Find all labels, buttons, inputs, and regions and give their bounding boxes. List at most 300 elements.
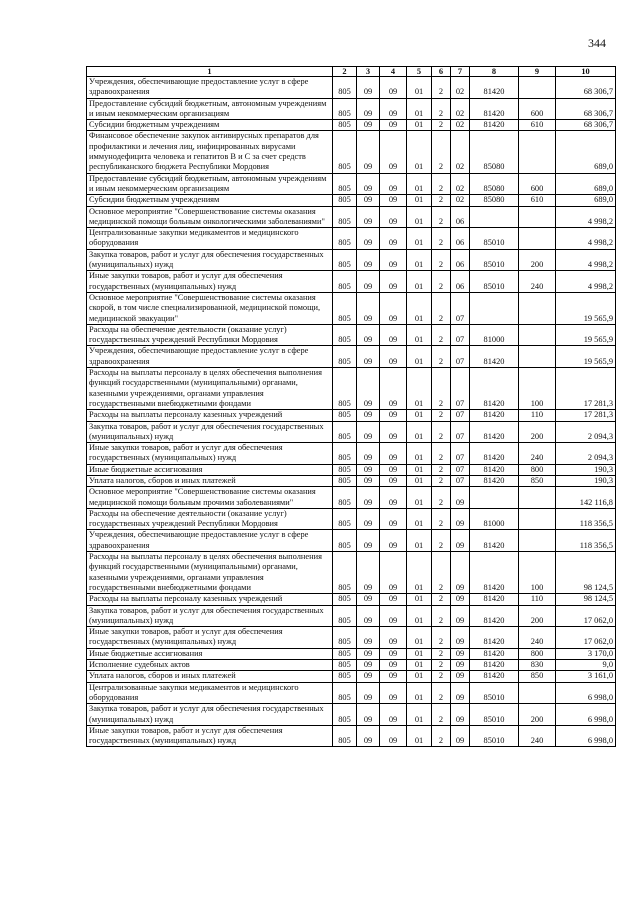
admin-code-cell: 805 (333, 173, 357, 195)
row-name-cell: Закупка товаров, работ и услуг для обеспечения государственных (муниципальных) нужд (87, 249, 333, 271)
amount-cell: 3 161,0 (556, 671, 616, 682)
target-code-cell (470, 206, 519, 228)
section-code-cell: 09 (357, 271, 380, 293)
subprogram-code-cell: 2 (432, 77, 451, 99)
admin-code-cell: 805 (333, 98, 357, 120)
table-row (87, 682, 616, 704)
expense-type-cell: 240 (519, 725, 556, 747)
section-code-cell: 09 (357, 671, 380, 682)
activity-code-cell: 02 (451, 98, 470, 120)
target-code-cell: 81420 (470, 475, 519, 486)
row-name-cell: Уплата налогов, сборов и иных платежей (87, 475, 333, 486)
target-code-cell: 81420 (470, 530, 519, 552)
program-code-cell: 01 (407, 131, 432, 173)
program-code-cell: 01 (407, 682, 432, 704)
activity-code-cell: 09 (451, 682, 470, 704)
subprogram-code-cell: 2 (432, 530, 451, 552)
target-code-cell: 85010 (470, 704, 519, 726)
program-code-cell: 01 (407, 648, 432, 659)
amount-cell: 17 062,0 (556, 627, 616, 649)
target-code-cell: 81420 (470, 410, 519, 421)
activity-code-cell: 09 (451, 627, 470, 649)
activity-code-cell: 07 (451, 421, 470, 443)
expense-type-cell: 800 (519, 648, 556, 659)
table-row (87, 346, 616, 368)
page-number: 344 (588, 36, 606, 50)
section-code-cell: 09 (357, 324, 380, 346)
target-code-cell: 81000 (470, 324, 519, 346)
section-code-cell: 09 (357, 98, 380, 120)
row-name-cell: Иные закупки товаров, работ и услуг для обеспечения государственных (муниципальных) нужд (87, 271, 333, 293)
admin-code-cell: 805 (333, 508, 357, 530)
activity-code-cell: 07 (451, 464, 470, 475)
target-code-cell: 85080 (470, 195, 519, 206)
budget-table (86, 66, 616, 747)
activity-code-cell: 07 (451, 475, 470, 486)
admin-code-cell: 805 (333, 131, 357, 173)
target-code-cell: 81420 (470, 464, 519, 475)
admin-code-cell: 805 (333, 346, 357, 368)
program-code-cell: 01 (407, 271, 432, 293)
program-code-cell: 01 (407, 368, 432, 410)
section-code-cell: 09 (357, 421, 380, 443)
target-code-cell: 81000 (470, 508, 519, 530)
expense-type-cell: 240 (519, 627, 556, 649)
header-row (87, 67, 616, 77)
expense-type-cell: 850 (519, 671, 556, 682)
subprogram-code-cell: 2 (432, 421, 451, 443)
subprogram-code-cell: 2 (432, 671, 451, 682)
column-header: 9 (519, 67, 556, 77)
subprogram-code-cell: 2 (432, 228, 451, 250)
section-code-cell: 09 (357, 660, 380, 671)
expense-type-cell (519, 487, 556, 509)
table-row (87, 131, 616, 173)
admin-code-cell: 805 (333, 605, 357, 627)
program-code-cell: 01 (407, 206, 432, 228)
row-name-cell: Основное мероприятие "Совершенствование системы оказания медицинской помощи больным онкологическими заболеваниями" (87, 206, 333, 228)
row-name-cell: Иные бюджетные ассигнования (87, 464, 333, 475)
program-code-cell: 01 (407, 475, 432, 486)
amount-cell: 6 998,0 (556, 725, 616, 747)
expense-type-cell (519, 228, 556, 250)
program-code-cell: 01 (407, 346, 432, 368)
subprogram-code-cell: 2 (432, 475, 451, 486)
section-code-cell: 09 (357, 725, 380, 747)
subprogram-code-cell: 2 (432, 346, 451, 368)
admin-code-cell: 805 (333, 682, 357, 704)
subsection-code-cell: 09 (380, 131, 407, 173)
subprogram-code-cell: 2 (432, 410, 451, 421)
table-row (87, 77, 616, 99)
subprogram-code-cell: 2 (432, 552, 451, 594)
expense-type-cell (519, 508, 556, 530)
row-name-cell: Расходы на обеспечение деятельности (оказание услуг) государственных учреждений Республики Мордовия (87, 324, 333, 346)
subprogram-code-cell: 2 (432, 464, 451, 475)
subprogram-code-cell: 2 (432, 249, 451, 271)
expense-type-cell (519, 131, 556, 173)
admin-code-cell: 805 (333, 671, 357, 682)
section-code-cell: 09 (357, 475, 380, 486)
expense-type-cell: 200 (519, 249, 556, 271)
target-code-cell: 81420 (470, 120, 519, 131)
amount-cell: 689,0 (556, 173, 616, 195)
table-row (87, 324, 616, 346)
subprogram-code-cell: 2 (432, 195, 451, 206)
amount-cell: 19 565,9 (556, 292, 616, 324)
row-name-cell: Учреждения, обеспечивающие предоставление услуг в сфере здравоохранения (87, 77, 333, 99)
subprogram-code-cell: 2 (432, 173, 451, 195)
table-row (87, 443, 616, 465)
section-code-cell: 09 (357, 605, 380, 627)
table-row (87, 487, 616, 509)
table-row (87, 195, 616, 206)
target-code-cell: 81420 (470, 660, 519, 671)
row-name-cell: Расходы на выплаты персоналу казенных учреждений (87, 594, 333, 605)
table-row (87, 704, 616, 726)
subprogram-code-cell: 2 (432, 487, 451, 509)
admin-code-cell: 805 (333, 228, 357, 250)
amount-cell: 4 998,2 (556, 206, 616, 228)
target-code-cell: 81420 (470, 605, 519, 627)
subprogram-code-cell: 2 (432, 605, 451, 627)
activity-code-cell: 07 (451, 368, 470, 410)
expense-type-cell: 610 (519, 195, 556, 206)
activity-code-cell: 02 (451, 195, 470, 206)
target-code-cell (470, 292, 519, 324)
admin-code-cell: 805 (333, 77, 357, 99)
admin-code-cell: 805 (333, 464, 357, 475)
subsection-code-cell: 09 (380, 671, 407, 682)
amount-cell: 118 356,5 (556, 508, 616, 530)
subsection-code-cell: 09 (380, 487, 407, 509)
target-code-cell: 81420 (470, 443, 519, 465)
target-code-cell: 85010 (470, 682, 519, 704)
table-row (87, 206, 616, 228)
subprogram-code-cell: 2 (432, 131, 451, 173)
subsection-code-cell: 09 (380, 648, 407, 659)
table-row (87, 508, 616, 530)
amount-cell: 2 094,3 (556, 443, 616, 465)
subprogram-code-cell: 2 (432, 508, 451, 530)
activity-code-cell: 06 (451, 206, 470, 228)
section-code-cell: 09 (357, 464, 380, 475)
expense-type-cell: 600 (519, 98, 556, 120)
subprogram-code-cell: 2 (432, 120, 451, 131)
subprogram-code-cell: 2 (432, 627, 451, 649)
activity-code-cell: 02 (451, 77, 470, 99)
program-code-cell: 01 (407, 324, 432, 346)
section-code-cell: 09 (357, 292, 380, 324)
target-code-cell: 81420 (470, 77, 519, 99)
amount-cell: 689,0 (556, 131, 616, 173)
activity-code-cell: 09 (451, 530, 470, 552)
subsection-code-cell: 09 (380, 530, 407, 552)
target-code-cell: 85080 (470, 173, 519, 195)
table-row (87, 120, 616, 131)
column-header: 10 (556, 67, 616, 77)
section-code-cell: 09 (357, 131, 380, 173)
expense-type-cell: 200 (519, 704, 556, 726)
row-name-cell: Финансовое обеспечение закупок антивирусных препаратов для профилактики и лечения лиц, инфицированных вирусами иммунодефицита человека и гепатитов В и С за счет средств республиканского бюджета Республики Мордовия (87, 131, 333, 173)
program-code-cell: 01 (407, 487, 432, 509)
amount-cell: 98 124,5 (556, 552, 616, 594)
activity-code-cell: 02 (451, 120, 470, 131)
column-header: 3 (357, 67, 380, 77)
target-code-cell: 81420 (470, 421, 519, 443)
admin-code-cell: 805 (333, 475, 357, 486)
admin-code-cell: 805 (333, 552, 357, 594)
amount-cell: 118 356,5 (556, 530, 616, 552)
expense-type-cell: 200 (519, 605, 556, 627)
subsection-code-cell: 09 (380, 725, 407, 747)
subsection-code-cell: 09 (380, 704, 407, 726)
expense-type-cell: 200 (519, 421, 556, 443)
expense-type-cell (519, 77, 556, 99)
subsection-code-cell: 09 (380, 594, 407, 605)
section-code-cell: 09 (357, 648, 380, 659)
activity-code-cell: 09 (451, 487, 470, 509)
program-code-cell: 01 (407, 530, 432, 552)
expense-type-cell: 100 (519, 552, 556, 594)
activity-code-cell: 07 (451, 292, 470, 324)
row-name-cell: Иные бюджетные ассигнования (87, 648, 333, 659)
target-code-cell: 85010 (470, 249, 519, 271)
row-name-cell: Уплата налогов, сборов и иных платежей (87, 671, 333, 682)
program-code-cell: 01 (407, 249, 432, 271)
table-row (87, 98, 616, 120)
row-name-cell: Закупка товаров, работ и услуг для обеспечения государственных (муниципальных) нужд (87, 605, 333, 627)
admin-code-cell: 805 (333, 249, 357, 271)
amount-cell: 17 062,0 (556, 605, 616, 627)
subsection-code-cell: 09 (380, 464, 407, 475)
target-code-cell (470, 487, 519, 509)
row-name-cell: Расходы на выплаты персоналу в целях обеспечения выполнения функций государственными (муниципальными) органами, казенными учреждениями, органами управления государственными внебюджетными фондами (87, 368, 333, 410)
subsection-code-cell: 09 (380, 682, 407, 704)
program-code-cell: 01 (407, 725, 432, 747)
activity-code-cell: 09 (451, 648, 470, 659)
section-code-cell: 09 (357, 508, 380, 530)
section-code-cell: 09 (357, 704, 380, 726)
table-row (87, 173, 616, 195)
amount-cell: 68 306,7 (556, 120, 616, 131)
table-row (87, 725, 616, 747)
amount-cell: 4 998,2 (556, 271, 616, 293)
activity-code-cell: 09 (451, 605, 470, 627)
program-code-cell: 01 (407, 627, 432, 649)
subsection-code-cell: 09 (380, 605, 407, 627)
expense-type-cell: 240 (519, 443, 556, 465)
table-row (87, 660, 616, 671)
table-row (87, 552, 616, 594)
subprogram-code-cell: 2 (432, 704, 451, 726)
table-row (87, 605, 616, 627)
activity-code-cell: 02 (451, 173, 470, 195)
program-code-cell: 01 (407, 552, 432, 594)
table-row (87, 228, 616, 250)
subsection-code-cell: 09 (380, 627, 407, 649)
row-name-cell: Учреждения, обеспечивающие предоставление услуг в сфере здравоохранения (87, 346, 333, 368)
table-row (87, 271, 616, 293)
section-code-cell: 09 (357, 682, 380, 704)
subprogram-code-cell: 2 (432, 682, 451, 704)
section-code-cell: 09 (357, 120, 380, 131)
section-code-cell: 09 (357, 228, 380, 250)
section-code-cell: 09 (357, 530, 380, 552)
subsection-code-cell: 09 (380, 443, 407, 465)
activity-code-cell: 09 (451, 704, 470, 726)
target-code-cell: 85080 (470, 131, 519, 173)
section-code-cell: 09 (357, 410, 380, 421)
expense-type-cell (519, 206, 556, 228)
subsection-code-cell: 09 (380, 271, 407, 293)
activity-code-cell: 07 (451, 443, 470, 465)
subprogram-code-cell: 2 (432, 271, 451, 293)
expense-type-cell (519, 292, 556, 324)
column-header: 4 (380, 67, 407, 77)
subprogram-code-cell: 2 (432, 648, 451, 659)
row-name-cell: Основное мероприятие "Совершенствование системы оказания скорой, в том числе специализированной, медицинской помощи, медицинской эвакуации" (87, 292, 333, 324)
target-code-cell: 81420 (470, 671, 519, 682)
column-header: 5 (407, 67, 432, 77)
table-row (87, 671, 616, 682)
subprogram-code-cell: 2 (432, 725, 451, 747)
program-code-cell: 01 (407, 195, 432, 206)
activity-code-cell: 06 (451, 228, 470, 250)
program-code-cell: 01 (407, 464, 432, 475)
section-code-cell: 09 (357, 206, 380, 228)
section-code-cell: 09 (357, 594, 380, 605)
section-code-cell: 09 (357, 249, 380, 271)
row-name-cell: Субсидии бюджетным учреждениям (87, 195, 333, 206)
expense-type-cell (519, 346, 556, 368)
amount-cell: 190,3 (556, 475, 616, 486)
row-name-cell: Предоставление субсидий бюджетным, автономным учреждениям и иным некоммерческим организациям (87, 173, 333, 195)
section-code-cell: 09 (357, 173, 380, 195)
admin-code-cell: 805 (333, 195, 357, 206)
subsection-code-cell: 09 (380, 475, 407, 486)
activity-code-cell: 07 (451, 324, 470, 346)
admin-code-cell: 805 (333, 660, 357, 671)
subsection-code-cell: 09 (380, 292, 407, 324)
subsection-code-cell: 09 (380, 508, 407, 530)
amount-cell: 68 306,7 (556, 77, 616, 99)
amount-cell: 4 998,2 (556, 228, 616, 250)
subsection-code-cell: 09 (380, 324, 407, 346)
subprogram-code-cell: 2 (432, 206, 451, 228)
program-code-cell: 01 (407, 508, 432, 530)
row-name-cell: Иные закупки товаров, работ и услуг для обеспечения государственных (муниципальных) нужд (87, 725, 333, 747)
target-code-cell: 85010 (470, 725, 519, 747)
program-code-cell: 01 (407, 660, 432, 671)
program-code-cell: 01 (407, 292, 432, 324)
amount-cell: 6 998,0 (556, 682, 616, 704)
target-code-cell: 81420 (470, 552, 519, 594)
expense-type-cell: 800 (519, 464, 556, 475)
subsection-code-cell: 09 (380, 77, 407, 99)
amount-cell: 19 565,9 (556, 346, 616, 368)
amount-cell: 9,0 (556, 660, 616, 671)
program-code-cell: 01 (407, 228, 432, 250)
admin-code-cell: 805 (333, 368, 357, 410)
expense-type-cell (519, 530, 556, 552)
table-row (87, 368, 616, 410)
program-code-cell: 01 (407, 605, 432, 627)
section-code-cell: 09 (357, 77, 380, 99)
row-name-cell: Иные закупки товаров, работ и услуг для обеспечения государственных (муниципальных) нужд (87, 443, 333, 465)
table-row (87, 475, 616, 486)
activity-code-cell: 06 (451, 271, 470, 293)
admin-code-cell: 805 (333, 648, 357, 659)
subsection-code-cell: 09 (380, 346, 407, 368)
activity-code-cell: 09 (451, 594, 470, 605)
amount-cell: 689,0 (556, 195, 616, 206)
amount-cell: 3 170,0 (556, 648, 616, 659)
target-code-cell: 81420 (470, 346, 519, 368)
row-name-cell: Субсидии бюджетным учреждениям (87, 120, 333, 131)
activity-code-cell: 07 (451, 410, 470, 421)
subprogram-code-cell: 2 (432, 443, 451, 465)
subsection-code-cell: 09 (380, 228, 407, 250)
target-code-cell: 81420 (470, 594, 519, 605)
row-name-cell: Учреждения, обеспечивающие предоставление услуг в сфере здравоохранения (87, 530, 333, 552)
table-row (87, 627, 616, 649)
subsection-code-cell: 09 (380, 660, 407, 671)
admin-code-cell: 805 (333, 704, 357, 726)
table-body (87, 67, 616, 747)
admin-code-cell: 805 (333, 324, 357, 346)
program-code-cell: 01 (407, 410, 432, 421)
admin-code-cell: 805 (333, 421, 357, 443)
admin-code-cell: 805 (333, 530, 357, 552)
table-row (87, 594, 616, 605)
row-name-cell: Расходы на выплаты персоналу казенных учреждений (87, 410, 333, 421)
subsection-code-cell: 09 (380, 98, 407, 120)
table-row (87, 410, 616, 421)
target-code-cell: 81420 (470, 98, 519, 120)
row-name-cell: Предоставление субсидий бюджетным, автономным учреждениям и иным некоммерческим организациям (87, 98, 333, 120)
program-code-cell: 01 (407, 671, 432, 682)
admin-code-cell: 805 (333, 410, 357, 421)
subsection-code-cell: 09 (380, 249, 407, 271)
expense-type-cell: 110 (519, 410, 556, 421)
expense-type-cell: 850 (519, 475, 556, 486)
target-code-cell: 85010 (470, 228, 519, 250)
section-code-cell: 09 (357, 346, 380, 368)
subsection-code-cell: 09 (380, 195, 407, 206)
row-name-cell: Расходы на выплаты персоналу в целях обеспечения выполнения функций государственными (муниципальными) органами, казенными учреждениями, органами управления государственными внебюджетными фондами (87, 552, 333, 594)
section-code-cell: 09 (357, 487, 380, 509)
subsection-code-cell: 09 (380, 368, 407, 410)
target-code-cell: 81420 (470, 627, 519, 649)
subsection-code-cell: 09 (380, 410, 407, 421)
table-row (87, 530, 616, 552)
target-code-cell: 85010 (470, 271, 519, 293)
activity-code-cell: 09 (451, 552, 470, 594)
table-row (87, 292, 616, 324)
activity-code-cell: 09 (451, 660, 470, 671)
subsection-code-cell: 09 (380, 421, 407, 443)
program-code-cell: 01 (407, 704, 432, 726)
subprogram-code-cell: 2 (432, 292, 451, 324)
admin-code-cell: 805 (333, 292, 357, 324)
expense-type-cell: 110 (519, 594, 556, 605)
subprogram-code-cell: 2 (432, 368, 451, 410)
row-name-cell: Иные закупки товаров, работ и услуг для обеспечения государственных (муниципальных) нужд (87, 627, 333, 649)
section-code-cell: 09 (357, 627, 380, 649)
subsection-code-cell: 09 (380, 173, 407, 195)
amount-cell: 6 998,0 (556, 704, 616, 726)
